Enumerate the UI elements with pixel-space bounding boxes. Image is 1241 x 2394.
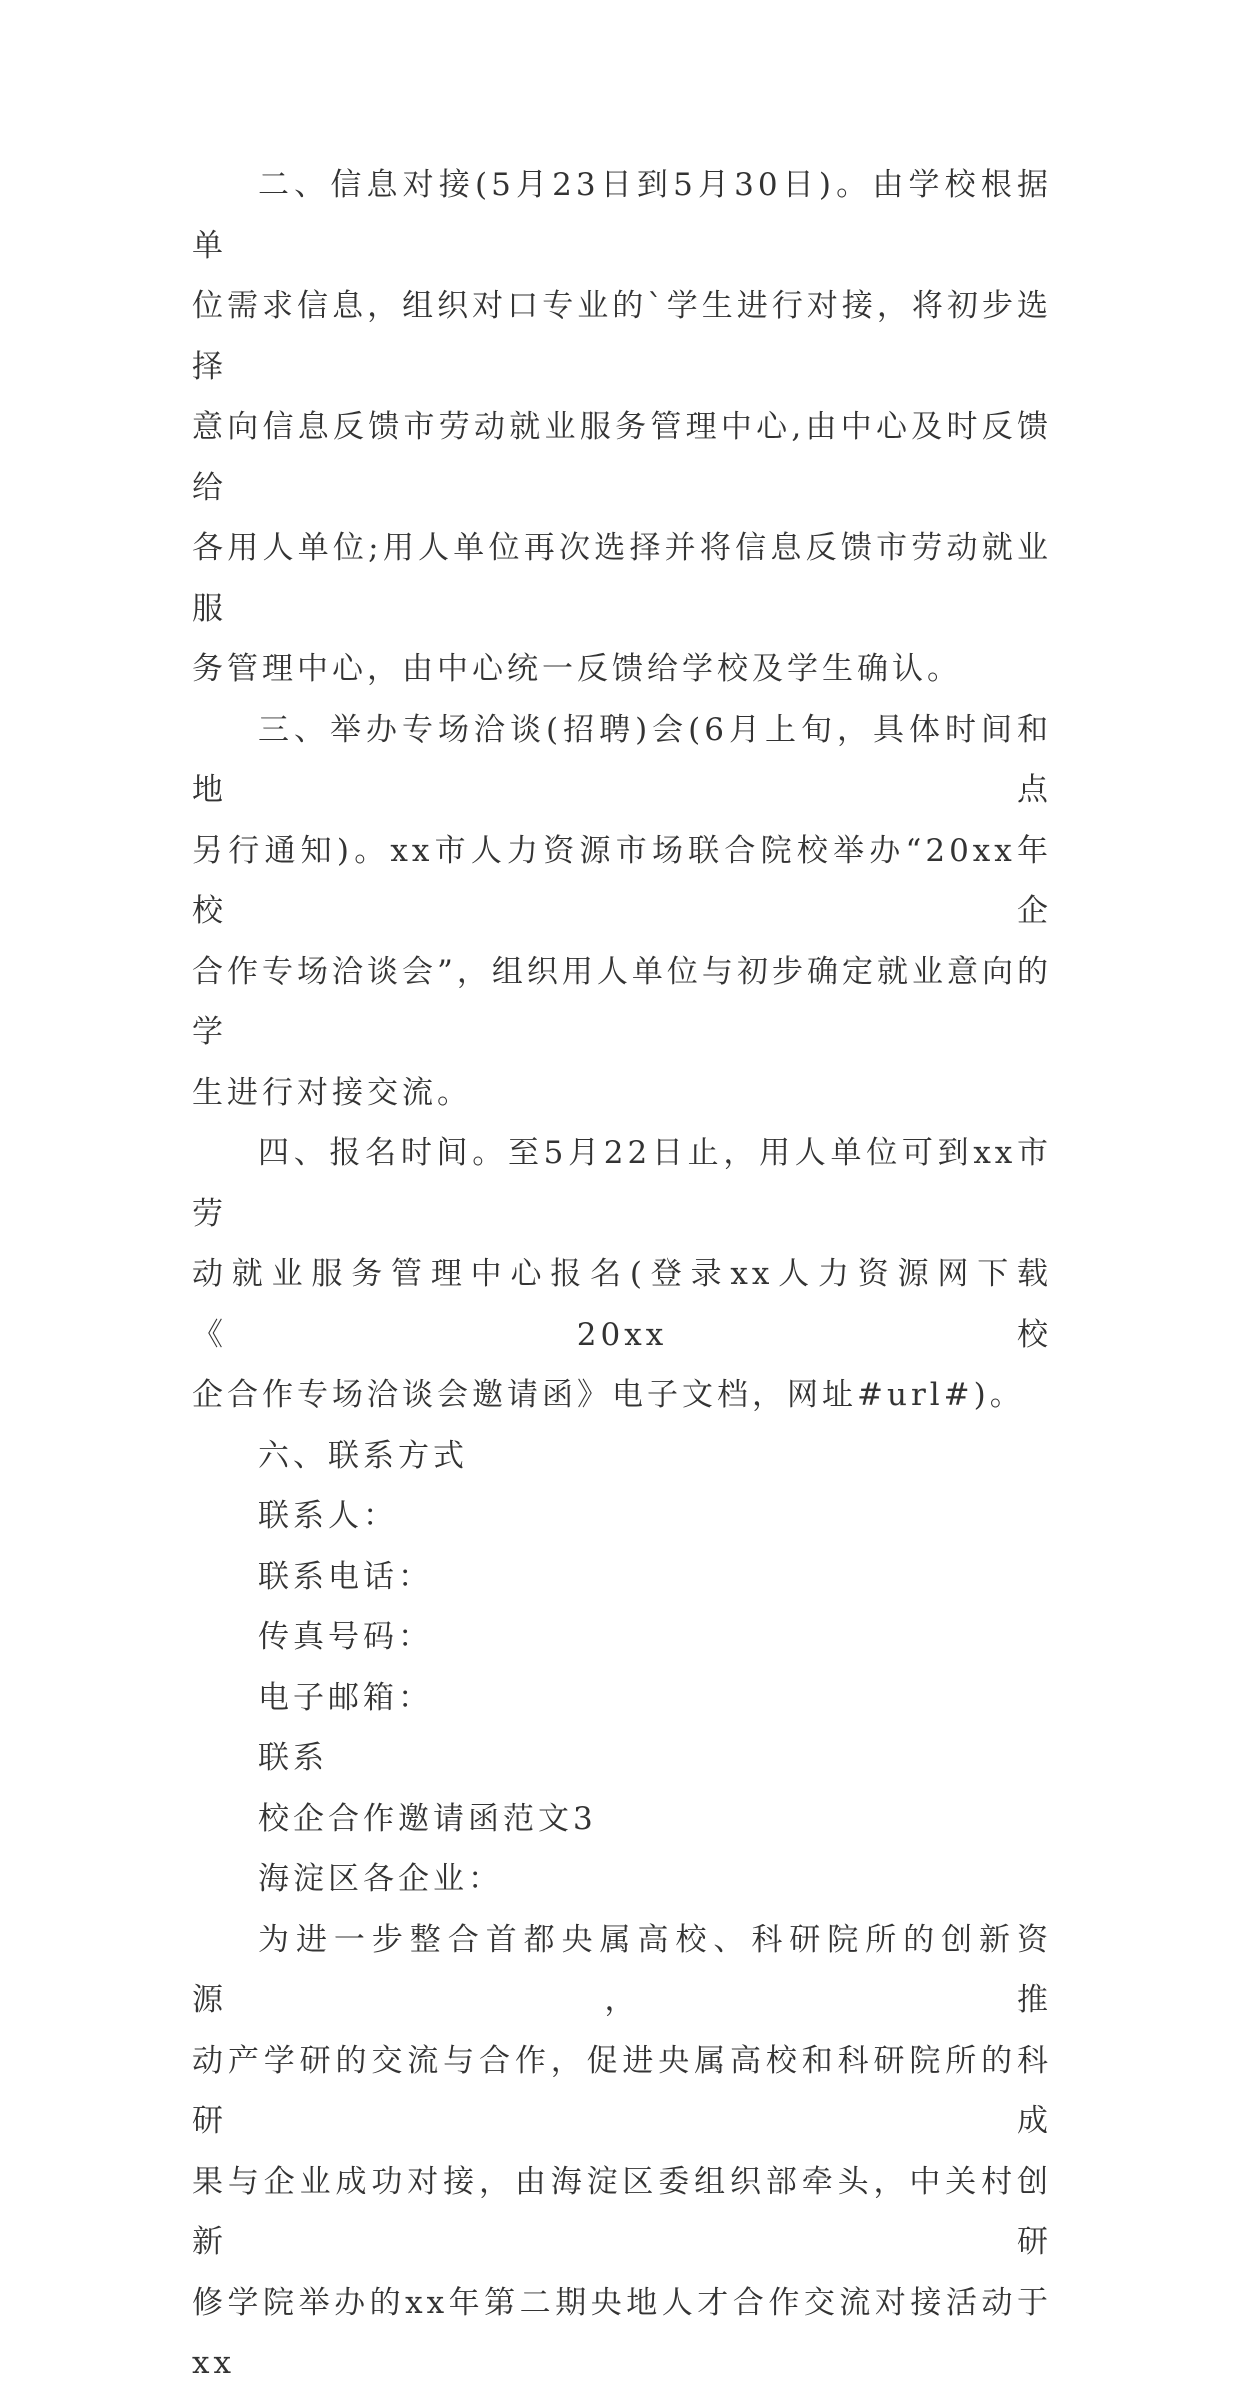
text-line: 二、信息对接(5月23日到5月30日)。由学校根据单 xyxy=(192,167,1052,264)
paragraph-sample-3-body xyxy=(192,1910,1052,2394)
text-line: 生进行对接交流。 xyxy=(192,1074,472,1111)
document-body xyxy=(192,155,1052,2394)
paragraph-section-2 xyxy=(192,155,1052,700)
text-line: 另行通知)。xx市人力资源市场联合院校举办“20xx年校企 xyxy=(192,832,1052,929)
contact-other: 联系 xyxy=(258,1740,328,1776)
sample-title: 校企合作邀请函范文3 xyxy=(258,1800,597,1837)
contact-heading: 六、联系方式 xyxy=(258,1437,468,1474)
text-line: 合作专场洽谈会”，组织用人单位与初步确定就业意向的学 xyxy=(192,953,1052,1050)
text-line: 四、报名时间。至5月22日止，用人单位可到xx市劳 xyxy=(192,1135,1052,1232)
contact-person: 联系人： xyxy=(258,1498,398,1534)
contact-email: 电子邮箱： xyxy=(258,1679,433,1716)
text-line: 果与企业成功对接，由海淀区委组织部牵头，中关村创新研 xyxy=(192,2163,1052,2260)
salutation: 海淀区各企业： xyxy=(258,1861,503,1897)
text-line: 企合作专场洽谈会邀请函》电子文档，网址#url#)。 xyxy=(192,1377,1025,1413)
contact-phone: 联系电话： xyxy=(258,1558,433,1595)
text-line: 位需求信息，组织对口专业的`学生进行对接，将初步选择 xyxy=(192,288,1052,385)
text-line: 动就业服务管理中心报名(登录xx人力资源网下载《20xx校 xyxy=(192,1256,1052,1353)
text-line: 务管理中心，由中心统一反馈给学校及学生确认。 xyxy=(192,651,962,687)
text-line: 意向信息反馈市劳动就业服务管理中心,由中心及时反馈给 xyxy=(192,409,1052,506)
text-line: 修学院举办的xx年第二期央地人才合作交流对接活动于xx xyxy=(192,2284,1052,2381)
paragraph-section-4 xyxy=(192,1123,1052,1426)
text-line: 各用人单位;用人单位再次选择并将信息反馈市劳动就业服 xyxy=(192,530,1052,627)
contact-fax: 传真号码： xyxy=(258,1619,433,1655)
paragraph-section-3 xyxy=(192,700,1052,1124)
text-line: 三、举办专场洽谈(招聘)会(6月上旬，具体时间和地点 xyxy=(192,711,1052,808)
text-line: 为进一步整合首都央属高校、科研院所的创新资源，推 xyxy=(192,1921,1052,2018)
text-line: 动产学研的交流与合作，促进央属高校和科研院所的科研成 xyxy=(192,2042,1052,2139)
